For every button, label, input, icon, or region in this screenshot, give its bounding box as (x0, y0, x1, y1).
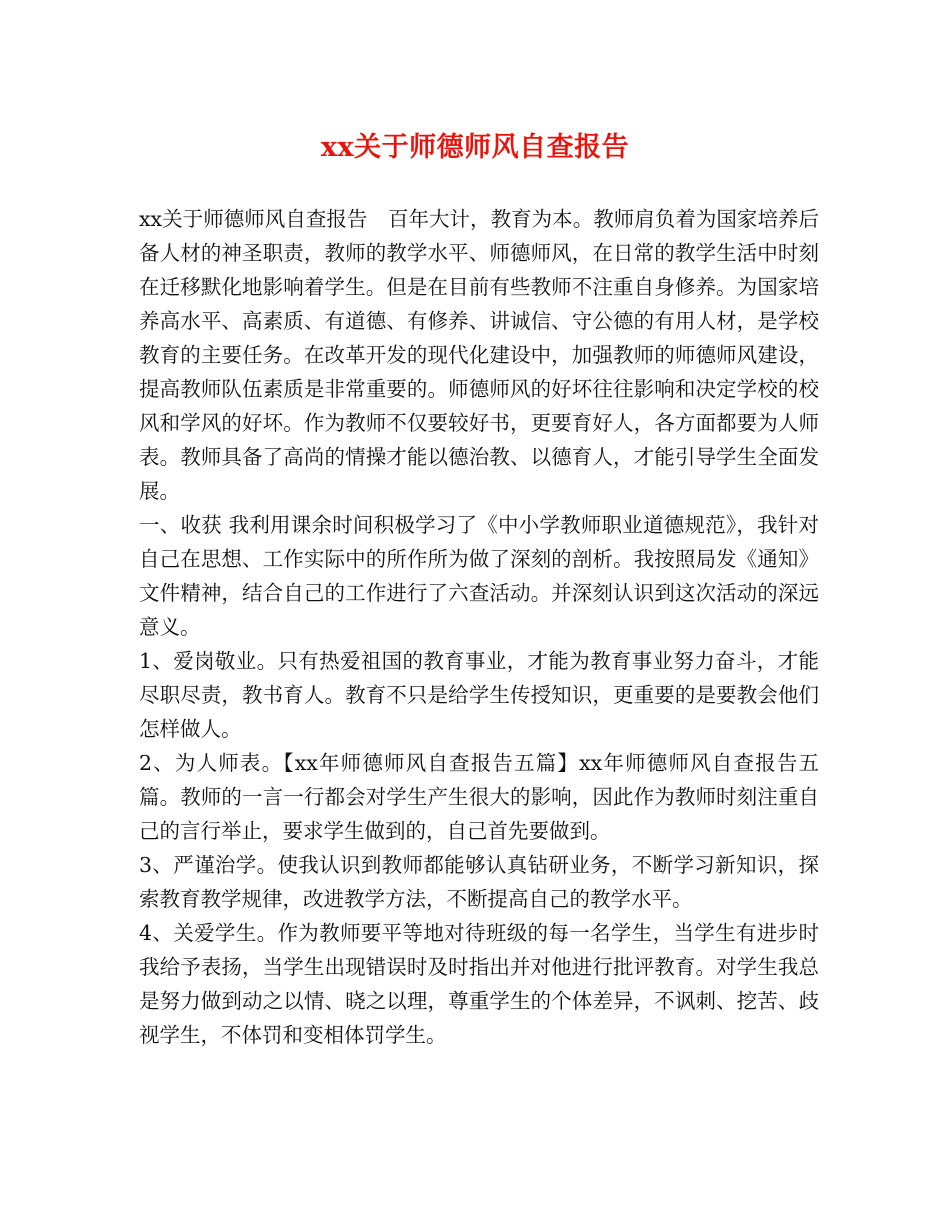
document-body (139, 202, 819, 1052)
paragraph-item-1: 1、爱岗敬业。只有热爱祖国的教育事业，才能为教育事业努力奋斗，才能尽职尽责，教书育人。教育不只是给学生传授知识，更重要的是要教会他们怎样做人。 (139, 649, 819, 741)
document-title: xx关于师德师风自查报告 (320, 132, 630, 163)
paragraph-item-3: 3、严谨治学。使我认识到教师都能够认真钻研业务，不断学习新知识，探索教育教学规律，改进教学方法，不断提高自己的教学水平。 (139, 853, 819, 911)
paragraph-intro: xx关于师德师风自查报告 百年大计，教育为本。教师肩负着为国家培养后备人材的神圣职责，教师的教学水平、师德师风，在日常的教学生活中时刻在迁移默化地影响着学生。但是在目前有些教师不注重自身修养。为国家培养高水平、高素质、有道德、有修养、讲诚信、守公德的有用人材，是学校教育的主要任务。在改革开发的现代化建设中，加强教师的师德师风建设，提高教师队伍素质是非常重要的。师德师风的好坏往往影响和决定学校的校风和学风的好坏。作为教师不仅要较好书，更要育好人，各方面都要为人师表。教师具备了高尚的情操才能以德治教、以德育人，才能引导学生全面发展。 (139, 207, 819, 503)
paragraph-item-2: 2、为人师表。【xx年师德师风自查报告五篇】xx年师德师风自查报告五篇。教师的一言一行都会对学生产生很大的影响，因此作为教师时刻注重自己的言行举止，要求学生做到的，自己首先要做到。 (139, 751, 819, 843)
paragraph-harvest: 一、收获 我利用课余时间积极学习了《中小学教师职业道德规范》，我针对自己在思想、工作实际中的所作所为做了深刻的剖析。我按照局发《通知》文件精神，结合自己的工作进行了六查活动。并深刻认识到这次活动的深远意义。 (139, 513, 819, 639)
paragraph-item-4: 4、关爱学生。作为教师要平等地对待班级的每一名学生，当学生有进步时我给予表扬，当学生出现错误时及时指出并对他进行批评教育。对学生我总是努力做到动之以情、晓之以理，尊重学生的个体差异，不讽刺、挖苦、歧视学生，不体罚和变相体罚学生。 (139, 921, 819, 1047)
